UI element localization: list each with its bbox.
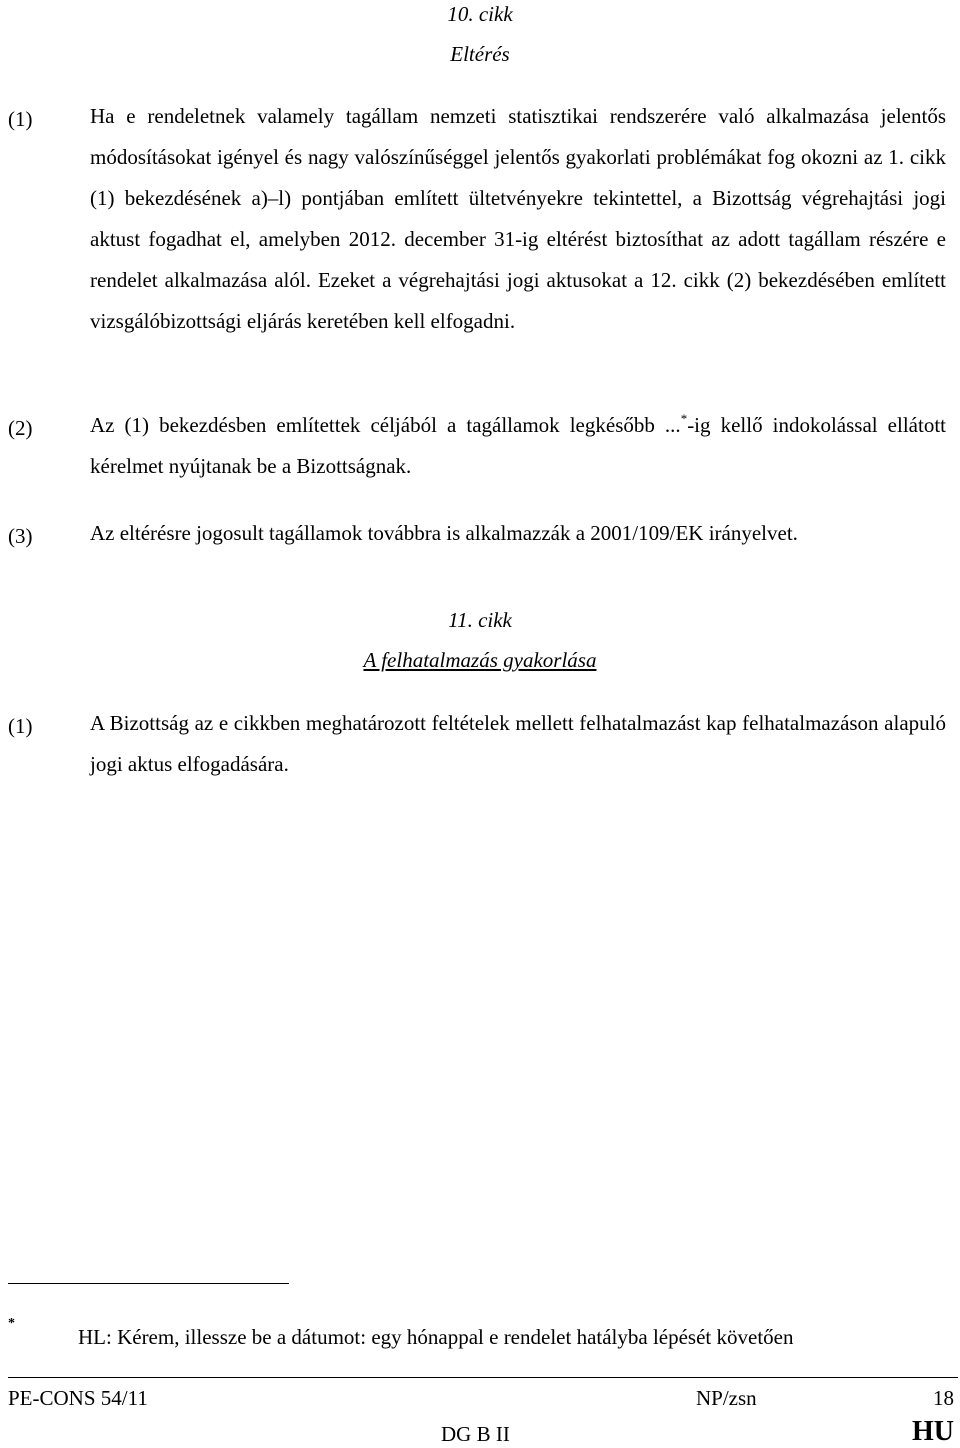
footer-language-code: HU bbox=[912, 1416, 954, 1447]
paragraph-text: Az (1) bekezdésben említettek céljából a tagállamok legkésőbb ... bbox=[90, 413, 681, 437]
article-10-title: Eltérés bbox=[450, 42, 510, 66]
paragraph-number: (2) bbox=[8, 416, 33, 440]
paragraph-text: -ig kellő indokolással ellátott kérelmet nyújtanak be a Bizottságnak. bbox=[90, 413, 946, 478]
footer-doc-ref: PE-CONS 54/11 bbox=[8, 1386, 148, 1410]
article-10-paragraph-3: Az eltérésre jogosult tagállamok továbbra is alkalmazzák a 2001/109/EK irányelvet. bbox=[90, 521, 798, 545]
footnote-reference: * bbox=[680, 411, 688, 426]
article-11-title: A felhatalmazás gyakorlása bbox=[363, 648, 597, 672]
article-11-paragraph-1: A Bizottság az e cikkben meghatározott feltételek mellett felhatalmazást kap felhatalmazáson alapuló jogi aktus elfogadására. bbox=[90, 711, 946, 776]
article-11-title-wrap bbox=[0, 648, 960, 673]
footnote-text: HL: Kérem, illessze be a dátumot: egy hónappal e rendelet hatályba lépését követően bbox=[78, 1325, 794, 1349]
article-10-paragraph-1: Ha e rendeletnek valamely tagállam nemzeti statisztikai rendszerére való alkalmazása jelentős módosításokat igényel és nagy valószínűséggel jelentős gyakorlati problémákat fog okozni az 1. cikk (1) bekezdésének a)–l) pontjában említett ültetvényekre tekintettel, a Bizottság végrehajtási jogi aktust fogadhat el, amelyben 2012. december 31-ig eltérést biztosíthat az adott tagállam részére e rendelet alkalmazása alól. Ezeket a végrehajtási jogi aktusokat a 12. cikk (2) bekezdésében említett vizsgálóbizottsági eljárás keretében kell elfogadni. bbox=[90, 104, 946, 333]
paragraph-number: (1) bbox=[8, 107, 33, 131]
article-10-paragraph-2 bbox=[90, 405, 946, 487]
footer-initials: NP/zsn bbox=[696, 1386, 757, 1410]
article-10-number: 10. cikk bbox=[447, 2, 513, 26]
footnote-marker: * bbox=[8, 1316, 15, 1331]
footer-separator bbox=[8, 1377, 958, 1378]
paragraph-number: (3) bbox=[8, 524, 33, 548]
footer-dg: DG B II bbox=[441, 1422, 510, 1446]
footer-page-number: 18 bbox=[933, 1386, 954, 1410]
footnote-separator bbox=[8, 1283, 289, 1284]
paragraph-number: (1) bbox=[8, 714, 33, 738]
article-11-number: 11. cikk bbox=[448, 608, 512, 632]
